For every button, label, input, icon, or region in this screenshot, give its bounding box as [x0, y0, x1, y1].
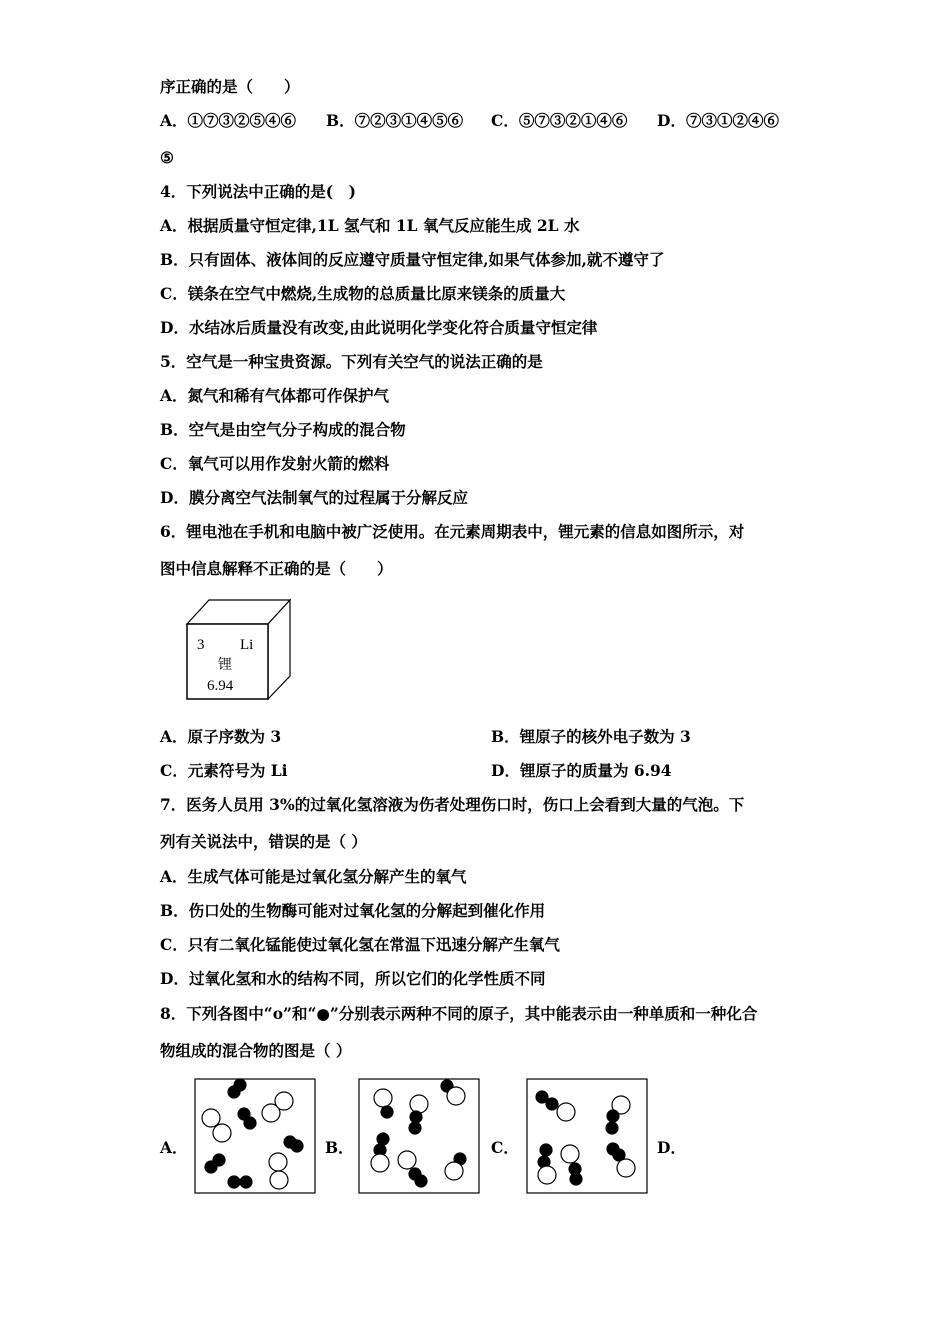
q8-label-d: D． — [657, 1138, 686, 1157]
hollow-atom — [398, 1151, 416, 1169]
filled-atom — [381, 1106, 393, 1118]
q3-option-d-wrap: ⑤ — [160, 148, 174, 167]
element-name: 锂 — [218, 657, 232, 673]
filled-atom — [240, 1176, 252, 1188]
q5-option-d: D．膜分离空气法制氧气的过程属于分解反应 — [160, 488, 468, 507]
filled-atom — [228, 1086, 240, 1098]
q6-option-c: C．元素符号为 Li — [160, 761, 288, 780]
filled-atom — [540, 1144, 552, 1156]
q4-option-d: D．水结冰后质量没有改变,由此说明化学变化符合质量守恒定律 — [160, 318, 598, 337]
q8-stem-line2: 物组成的混合物的图是（ ） — [160, 1041, 352, 1060]
q8-label-c: C． — [491, 1138, 519, 1157]
q6-option-a: A．原子序数为 3 — [160, 727, 282, 746]
q7-option-c: C．只有二氧化锰能使过氧化氢在常温下迅速分解产生氧气 — [160, 935, 560, 954]
q3-stem-end: 序正确的是（ ） — [160, 77, 300, 96]
q6-stem-line1: 6．锂电池在手机和电脑中被广泛使用。在元素周期表中，锂元素的信息如图所示，对 — [160, 522, 745, 541]
element-symbol: Li — [240, 637, 254, 653]
q5-stem: 5．空气是一种宝贵资源。下列有关空气的说法正确的是 — [160, 352, 543, 371]
q4-option-a: A．根据质量守恒定律,1L 氢气和 1L 氧气反应能生成 2L 水 — [160, 216, 580, 235]
q8-stem-line1: 8．下列各图中“o”和“●”分别表示两种不同的原子，其中能表示由一种单质和一种化合 — [160, 1004, 758, 1023]
filled-atom — [228, 1176, 240, 1188]
filled-atom — [570, 1173, 582, 1185]
element-atomic-mass: 6.94 — [207, 678, 234, 694]
hollow-atom — [275, 1092, 293, 1110]
q7-option-a: A．生成气体可能是过氧化氢分解产生的氧气 — [160, 867, 467, 886]
hollow-atom — [371, 1154, 389, 1172]
q3-option-d: D．⑦③①②④⑥ — [657, 111, 779, 130]
q7-option-d: D．过氧化氢和水的结构不同，所以它们的化学性质不同 — [160, 969, 546, 988]
hollow-atom — [270, 1171, 288, 1189]
lithium-element-cube — [180, 596, 296, 704]
element-atomic-number: 3 — [197, 637, 205, 653]
filled-atom — [606, 1122, 618, 1134]
filled-atom — [205, 1161, 217, 1173]
q5-option-b: B．空气是由空气分子构成的混合物 — [160, 420, 406, 439]
molecule-diagram-c — [526, 1078, 648, 1194]
hollow-atom — [202, 1109, 220, 1127]
filled-atom — [409, 1122, 421, 1134]
q4-option-b: B．只有固体、液体间的反应遵守质量守恒定律,如果气体参加,就不遵守了 — [160, 250, 665, 269]
q8-label-b: B． — [325, 1138, 354, 1157]
filled-atom — [377, 1133, 389, 1145]
filled-atom — [415, 1175, 427, 1187]
q7-stem-line1: 7．医务人员用 3%的过氧化氢溶液为伤者处理伤口时，伤口上会看到大量的气泡。下 — [160, 795, 745, 814]
filled-atom — [291, 1140, 303, 1152]
q3-option-b: B．⑦②③①④⑤⑥ — [326, 111, 464, 130]
hollow-atom — [447, 1087, 465, 1105]
hollow-atom — [374, 1089, 392, 1107]
q3-option-a: A．①⑦③②⑤④⑥ — [160, 111, 297, 130]
q8-label-a: A． — [160, 1138, 188, 1157]
filled-atom — [410, 1111, 422, 1123]
hollow-atom — [561, 1145, 579, 1163]
q5-option-c: C．氧气可以用作发射火箭的燃料 — [160, 454, 390, 473]
q6-option-d: D．锂原子的质量为 6.94 — [491, 761, 672, 780]
hollow-atom — [557, 1103, 575, 1121]
q3-option-c: C．⑤⑦③②①④⑥ — [491, 111, 628, 130]
molecule-diagram-a — [194, 1078, 316, 1194]
q7-stem-line2: 列有关说法中，错误的是（ ） — [160, 832, 367, 851]
hollow-atom — [410, 1095, 428, 1113]
q5-option-a: A．氮气和稀有气体都可作保护气 — [160, 386, 390, 405]
filled-atom — [607, 1110, 619, 1122]
hollow-atom — [213, 1124, 231, 1142]
hollow-atom — [445, 1162, 463, 1180]
filled-atom — [244, 1117, 256, 1129]
q6-option-b: B．锂原子的核外电子数为 3 — [491, 727, 691, 746]
hollow-atom — [617, 1159, 635, 1177]
hollow-atom — [538, 1166, 556, 1184]
hollow-atom — [269, 1153, 287, 1171]
q6-stem-line2: 图中信息解释不正确的是（ ） — [160, 559, 393, 578]
molecule-diagram-b — [358, 1078, 480, 1194]
q4-option-c: C．镁条在空气中燃烧,生成物的总质量比原来镁条的质量大 — [160, 284, 566, 303]
q7-option-b: B．伤口处的生物酶可能对过氧化氢的分解起到催化作用 — [160, 901, 546, 920]
q4-stem: 4．下列说法中正确的是( ) — [160, 182, 356, 201]
filled-atom — [546, 1098, 558, 1110]
